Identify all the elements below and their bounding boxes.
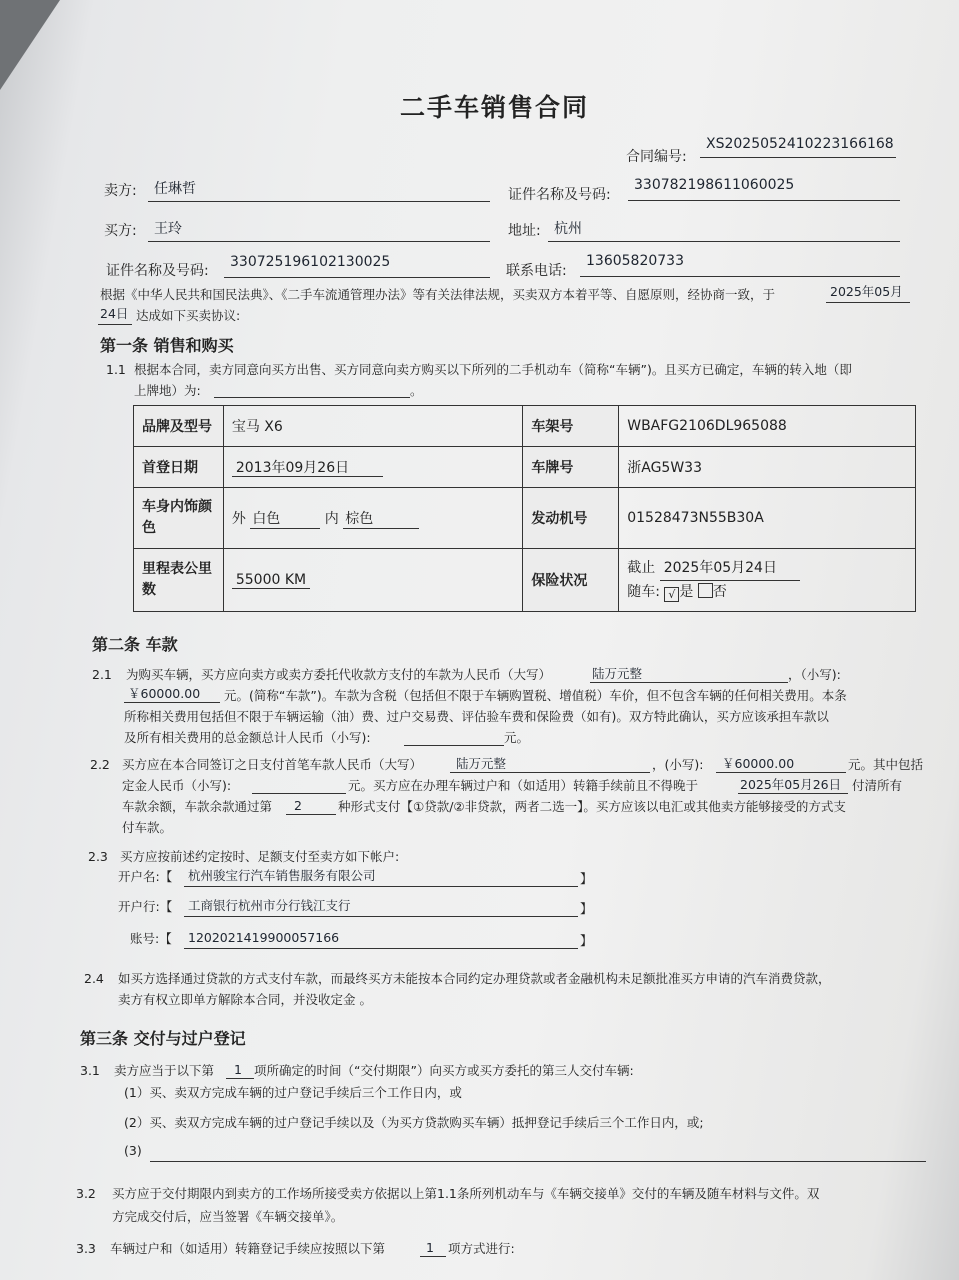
table-row [134, 549, 916, 612]
account-no-label: 账号:【 [130, 931, 172, 946]
clause-3-2-text: 买方应于交付期限内到卖方的工作场所接受卖方依据以上第1.1条所列机动车与《车辆交接单》交付的车辆及随车材料与文件。双 [112, 1186, 820, 1201]
clause-2-1-text-e: 及所有相关费用的总金额总计人民币（小写): [124, 730, 371, 745]
clause-2-2-text: 买方应在本合同签订之日支付首笔车款人民币（大写） [122, 757, 423, 772]
intro-text-end: 达成如下买卖协议: [136, 308, 241, 323]
address-label: 地址: [508, 223, 541, 239]
exterior-color: 白色 [250, 508, 320, 529]
checkbox-yes-label: 是 [679, 583, 694, 600]
clause-2-2-text-i: 付车款。 [122, 820, 173, 835]
buyer-id-label: 证件名称及号码: [106, 263, 209, 279]
deposit-field [252, 774, 346, 794]
clause-2-2-text-h: 种形式支付【①贷款/②非贷款，两者二选一】。买方应该以电汇或其他卖方能够接受的方式支 [338, 799, 846, 814]
clause-3-2-text-b: 方完成交付后，应当签署《车辆交接单》。 [112, 1209, 344, 1224]
account-bank-label: 开户行:【 [118, 899, 173, 914]
brand-value: 宝马 X6 [223, 406, 523, 447]
vehicle-info-table [133, 405, 916, 612]
clause-2-2-number: 2.2 [90, 757, 110, 772]
clause-2-4-text: 如买方选择通过贷款的方式支付车款，而最终买方未能按本合同约定办理贷款或者金融机构未足额批准买方申请的汽车消费贷款， [118, 971, 831, 986]
first-payment-upper: 陆万元整 [450, 753, 650, 773]
price-upper: 陆万元整 [590, 663, 788, 683]
plate-label: 车牌号 [523, 447, 619, 488]
clause-2-2-text-g: 车款余额，车款余款通过第 [122, 799, 273, 814]
checkbox-yes[interactable]: √ [664, 587, 679, 602]
first-reg-value: 2013年09月26日 [232, 460, 383, 477]
payment-way: 2 [286, 795, 336, 815]
vin-value: WBAFG2106DL965088 [619, 406, 916, 447]
account-name-value: 杭州骏宝行汽车销售服务有限公司 [184, 865, 578, 887]
account-no-value: 1202021419900057166 [184, 927, 578, 949]
first-payment-lower: ￥60000.00 [716, 753, 846, 773]
document-title: 二手车销售合同 [400, 93, 590, 122]
clause-2-1-number: 2.1 [92, 667, 112, 682]
engine-value: 01528473N55B30A [619, 488, 916, 549]
mileage-cell [223, 549, 523, 612]
clause-2-2-text-d: 定金人民币（小写): [122, 778, 232, 793]
intro-date-day: 24日 [98, 303, 132, 325]
account-name-label: 开户名:【 [118, 869, 173, 884]
contract-no-value: XS2025052410223166168 [700, 136, 896, 158]
clause-3-3-number: 3.3 [76, 1241, 96, 1256]
buyer-id-value: 330725196102130025 [224, 254, 490, 278]
registration-place-field [214, 378, 410, 398]
clause-2-1-text-c: 元。(简称“车款”)。车款为含税（包括但不限于车辆购置税、增值税）车价，但不包含车辆的任何相关费用。本条 [224, 688, 847, 703]
buyer-label: 买方: [104, 223, 137, 239]
insurance-until-date: 2025年05月24日 [660, 557, 800, 581]
clause-2-2-text-c: 元。其中包括 [848, 757, 924, 772]
article1-heading: 第一条 销售和购买 [100, 336, 234, 355]
interior-color: 棕色 [343, 508, 419, 529]
insurance-with-label: 随车: [627, 583, 660, 600]
insurance-label: 保险状况 [523, 549, 619, 612]
exterior-label: 外 [231, 510, 246, 527]
clause-2-3-number: 2.3 [88, 849, 108, 864]
clause-1-1-text-2: 上牌地）为: [134, 383, 201, 398]
article3-heading: 第三条 交付与过户登记 [80, 1029, 246, 1048]
clause-2-1-text: 为购买车辆，买方应向卖方或卖方委托代收款方支付的车款为人民币（大写） [126, 667, 552, 682]
clause-2-1-text-f: 元。 [504, 730, 530, 745]
brand-label: 品牌及型号 [134, 406, 224, 447]
clause-2-4-number: 2.4 [84, 971, 104, 986]
table-row [134, 488, 916, 549]
clause-2-4-text-b: 卖方有权立即单方解除本合同，并没收定金 。 [118, 992, 372, 1007]
vin-label: 车架号 [523, 406, 619, 447]
clause-1-1-text: 根据本合同，卖方同意向买方出售、买方同意向卖方购买以下所列的二手机动车（简称“车辆”)。且买方已确定，车辆的转入地（即 [134, 362, 852, 377]
contract-no-label: 合同编号: [626, 149, 687, 165]
clause-3-1-text: 卖方应当于以下第 [114, 1063, 215, 1078]
table-row [134, 447, 916, 488]
intro-date-year-month: 2025年05月 [826, 281, 910, 303]
background-corner [0, 0, 60, 90]
clause-3-2-number: 3.2 [76, 1186, 96, 1201]
delivery-option: 1 [226, 1059, 254, 1079]
address-value: 杭州 [548, 218, 900, 242]
account-bank-bracket: 】 [580, 901, 593, 916]
clause-3-1-item-2: (2）买、卖双方完成车辆的过户登记手续以及（为买方贷款购买车辆）抵押登记手续后三个工作日内，或; [124, 1115, 704, 1130]
article2-heading: 第二条 车款 [92, 635, 178, 654]
account-bank-value: 工商银行杭州市分行钱江支行 [184, 895, 578, 917]
clause-1-1-end: 。 [410, 383, 423, 398]
phone-value: 13605820733 [580, 253, 900, 277]
color-label: 车身内饰颜色 [134, 488, 224, 549]
clause-3-1-item-3-field [150, 1142, 926, 1162]
plate-value: 浙AG5W33 [619, 447, 916, 488]
phone-label: 联系电话: [506, 263, 567, 279]
interior-label: 内 [324, 510, 339, 527]
clause-2-3-text: 买方应按前述约定按时、足额支付至卖方如下帐户: [120, 849, 400, 864]
first-reg-label: 首登日期 [134, 447, 224, 488]
clause-3-1-number: 3.1 [80, 1063, 100, 1078]
registration-option: 1 [420, 1237, 446, 1257]
seller-value: 任琳哲 [148, 178, 490, 202]
clause-3-1-item-3: (3) [124, 1143, 142, 1158]
final-payment-date: 2025年05月26日 [738, 774, 848, 794]
intro-text: 根据《中华人民共和国民法典》、《二手车流通管理办法》等有关法律法规，买卖双方本着平等、自愿原则，经协商一致，于 [100, 287, 776, 302]
clause-1-1-number: 1.1 [106, 362, 126, 377]
seller-id-value: 330782198611060025 [628, 177, 900, 201]
engine-label: 发动机号 [523, 488, 619, 549]
account-name-bracket: 】 [580, 871, 593, 886]
clause-3-3-text-b: 项方式进行: [448, 1241, 515, 1256]
clause-2-2-text-e: 元。买方应在办理车辆过户和（如适用）转籍手续前且不得晚于 [348, 778, 699, 793]
seller-label: 卖方: [104, 183, 137, 199]
mileage-value: 55000 KM [232, 572, 310, 589]
insurance-cell [619, 549, 916, 612]
table-row [134, 406, 916, 447]
insurance-until-label: 截止 [627, 559, 656, 576]
price-lower: ￥60000.00 [124, 683, 220, 703]
checkbox-no-label: 否 [712, 583, 727, 600]
mileage-label: 里程表公里数 [134, 549, 224, 612]
account-no-bracket: 】 [580, 933, 593, 948]
checkbox-no[interactable] [698, 583, 713, 598]
color-cell [223, 488, 523, 549]
clause-3-3-text: 车辆过户和（如适用）转籍登记手续应按照以下第 [110, 1241, 386, 1256]
clause-2-1-text-b: ，（小写): [788, 667, 841, 682]
seller-id-label: 证件名称及号码: [508, 187, 611, 203]
clause-2-2-text-f: 付清所有 [852, 778, 903, 793]
buyer-value: 王玲 [148, 218, 490, 242]
first-reg-cell [223, 447, 523, 488]
clause-2-2-text-b: ，(小写): [652, 757, 704, 772]
clause-3-1-text-b: 项所确定的时间（“交付期限”）向买方或买方委托的第三人交付车辆: [254, 1063, 634, 1078]
total-amount-field [404, 726, 504, 746]
clause-3-1-item-1: (1）买、卖双方完成车辆的过户登记手续后三个工作日内，或 [124, 1085, 462, 1100]
clause-2-1-text-d: 所称相关费用包括但不限于车辆运输（油）费、过户交易费、评估验车费和保险费（如有)。双方特此确认，买方应该承担车款以 [124, 709, 829, 724]
